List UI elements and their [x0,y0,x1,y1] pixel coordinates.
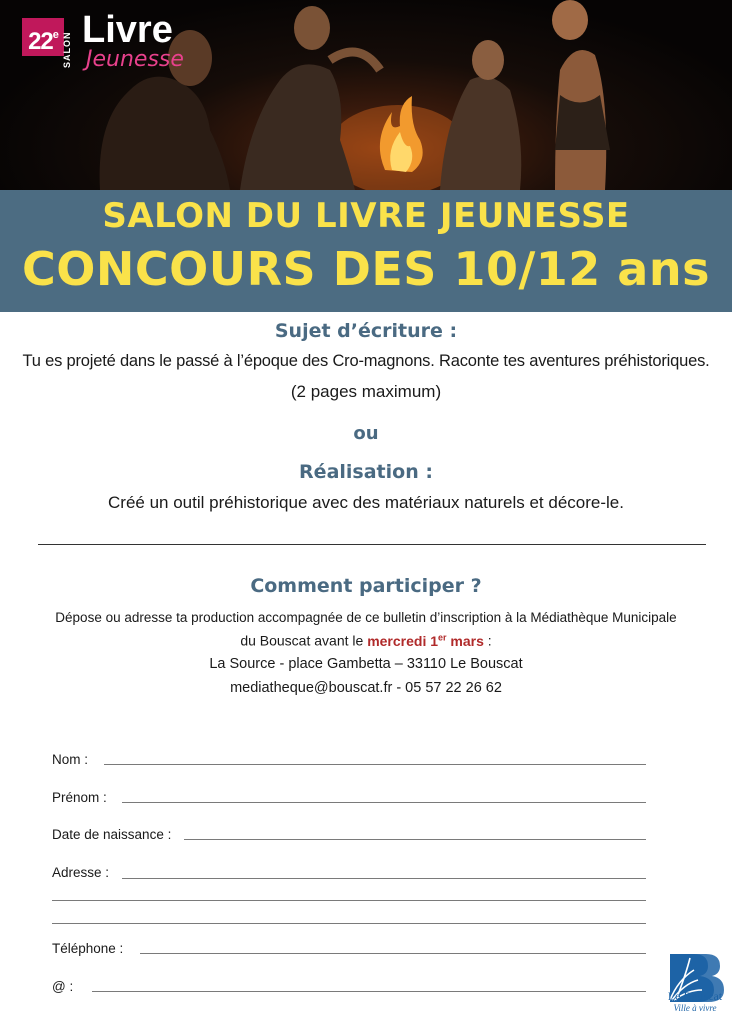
telephone-label: Téléphone : [52,941,124,956]
nom-label: Nom : [52,752,89,767]
logo-jeunesse: Jeunesse [86,47,184,72]
title-concours: CONCOURS DES 10/12 ans [22,242,710,296]
realisation-heading: Réalisation : [299,461,433,483]
realisation-text: Créé un outil préhistorique avec des matériaux naturels et décore-le. [108,493,624,512]
ou-separator: ou [353,423,379,444]
adresse-field-3[interactable] [52,923,646,924]
participer-text-2: du Bouscat avant le mercredi 1er mars : [240,632,492,649]
sujet-note: (2 pages maximum) [290,382,442,401]
brand-tagline: Ville à vivre [673,1003,717,1013]
adresse-label: Adresse : [52,865,110,880]
logo-edition-badge: 22e [22,18,64,56]
prenom-label: Prénom : [52,790,107,805]
participer-text-1: Dépose ou adresse ta production accompagnée de ce bulletin d’inscription à la Médiathèque Municipale [55,610,677,625]
participer-heading: Comment participer ? [250,575,482,597]
hero-image [0,0,732,190]
logo-salon-label: SALON [62,31,72,68]
nom-field[interactable] [104,764,646,765]
prenom-field[interactable] [122,802,646,803]
logo-livre: Livre [82,9,173,51]
title-salon: SALON DU LIVRE JEUNESSE [102,196,630,236]
divider-line [38,544,706,545]
brand-name: Le Bouscat [667,989,723,1003]
email-label: @ : [52,979,74,994]
address-text: La Source - place Gambetta – 33110 Le Bouscat [209,656,523,672]
sujet-text: Tu es projeté dans le passé à l’époque des Cro-magnons. Raconte tes aventures préhistoriques. [22,352,710,370]
deadline-date: mercredi 1er mars [367,632,484,649]
date-naissance-label: Date de naissance : [52,827,172,842]
title-band [0,190,732,312]
adresse-field-2[interactable] [52,900,646,901]
sujet-heading: Sujet d’écriture : [274,320,458,342]
date-naissance-field[interactable] [184,839,646,840]
contact-text: mediatheque@bouscat.fr - 05 57 22 26 62 [230,680,502,696]
adresse-field-1[interactable] [122,878,646,879]
salon-logo [20,9,200,72]
email-field[interactable] [92,991,646,992]
telephone-field[interactable] [140,953,646,954]
